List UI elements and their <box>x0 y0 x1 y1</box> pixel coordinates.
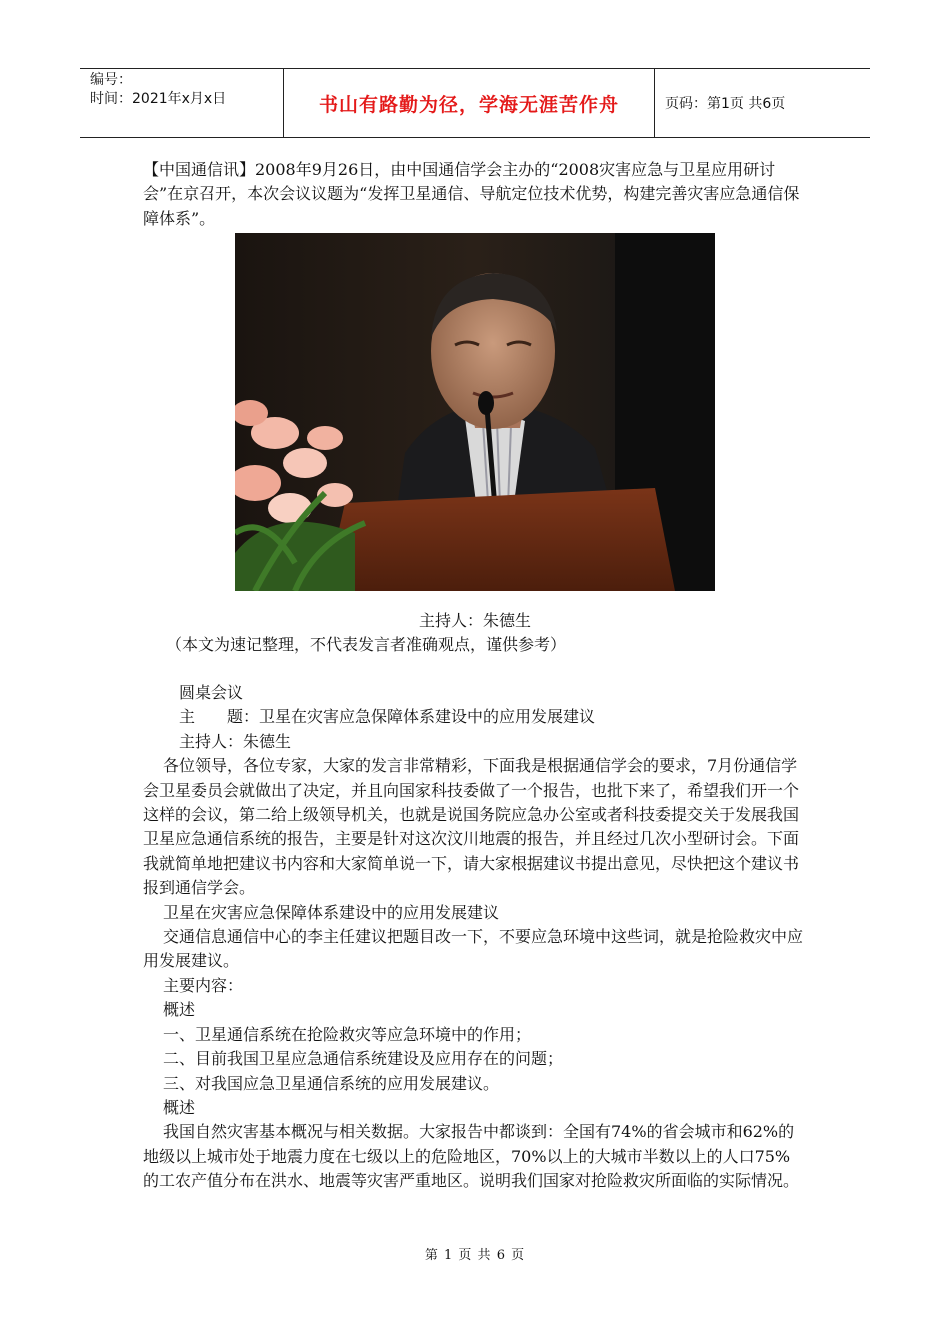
body-paragraph: 三、对我国应急卫星通信系统的应用发展建议。 <box>163 1073 500 1093</box>
body-paragraph: 主要内容： <box>163 975 244 995</box>
body-paragraph: 交通信息通信中心的李主任建议把题目改一下，不要应急环境中这些词，就是抢险救灾中应用发展建议。 <box>143 927 804 971</box>
article-body <box>143 681 805 1194</box>
body-paragraph: 二、目前我国卫星应急通信系统建设及应用存在的问题； <box>163 1049 564 1069</box>
body-paragraph: 各位领导，各位专家，大家的发言非常精彩，下面我是根据通信学会的要求，7月份通信学会卫星委员会就做出了决定，并且向国家科技委做了一个报告，也批下来了，希望我们开一个这样的会议，第二给上级领导机关，也就是说国务院应急办公室或者科技委提交关于发展我国卫星应急通信系统的报告，主要是针对这次汶川地震的报告，并且经过几次小型研讨会。下面我就简单地把建议书内容和大家简单说一下，请大家根据建议书提出意见，尽快把这个建议书报到通信学会。 <box>143 756 800 898</box>
body-paragraph: 卫星在灾害应急保障体系建设中的应用发展建议 <box>163 902 500 922</box>
body-paragraph: 我国自然灾害基本概况与相关数据。大家报告中都谈到：全国有74%的省会城市和62%的地级以上城市处于地震力度在七级以上的危险地区，70%以上的大城市半数以上的人口75%的工农产值分布在洪水、地震等灾害严重地区。说明我们国家对抢险救灾所面临的实际情况。 <box>143 1122 800 1191</box>
intro-text: 【中国通信讯】2008年9月26日，由中国通信学会主办的“2008灾害应急与卫星应用研讨会”在京召开，本次会议议题为“发挥卫星通信、导航定位技术优势，构建完善灾害应急通信保障体系”。 <box>143 160 800 228</box>
disclaimer-note: （本文为速记整理，不代表发言者准确观点，谨供参考） <box>166 635 567 654</box>
body-paragraph: 一、卫星通信系统在抢险救灾等应急环境中的作用； <box>163 1024 532 1044</box>
body-paragraph: 主 题：卫星在灾害应急保障体系建设中的应用发展建议 <box>179 707 596 727</box>
body-paragraph: 主持人：朱德生 <box>179 731 292 751</box>
photo-caption: 主持人：朱德生 <box>418 611 531 630</box>
header-page-label: 页码：第1页 共6页 <box>665 96 786 112</box>
body-paragraph: 概述 <box>163 1000 196 1020</box>
header-motto: 书山有路勤为径，学海无涯苦作舟 <box>283 69 655 137</box>
speaker-photo <box>235 233 715 591</box>
intro-paragraph <box>143 158 805 231</box>
page-header <box>80 68 870 138</box>
code-label: 编号： <box>90 72 132 88</box>
date-line: 时间：2021年x月x日 <box>90 91 227 107</box>
page-footer: 第 1 页 共 6 页 <box>424 1248 526 1263</box>
body-paragraph: 圆桌会议 <box>179 683 244 702</box>
header-meta <box>80 69 283 137</box>
body-paragraph: 概述 <box>163 1097 196 1117</box>
